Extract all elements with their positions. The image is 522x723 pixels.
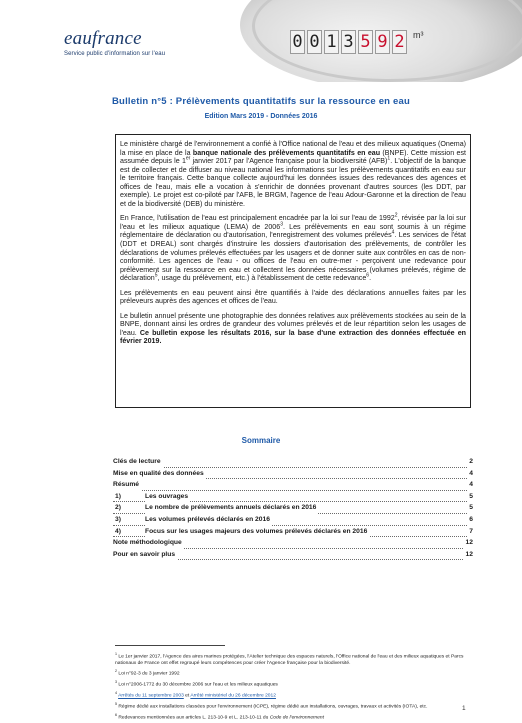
footnote-marker: 2 (115, 669, 117, 674)
toc-entry-page: 12 (464, 537, 473, 549)
footnote-ref: 4 (391, 230, 395, 237)
meter-counter (290, 30, 424, 54)
intro-paragraph-4 (120, 312, 466, 346)
meter-digit: 3 (341, 30, 356, 54)
meter-unit: m³ (413, 30, 424, 40)
footnote-text: et (183, 693, 191, 699)
bulletin-title-text: Bulletin n°5 : Prélèvements quantitatifs sur la ressource en eau (112, 96, 410, 107)
toc-entry-page: 6 (467, 514, 473, 526)
logo-subtitle: Service public d'information sur l'eau (64, 51, 166, 57)
footnote-text: Loi n°92-3 du 3 janvier 1992 (118, 671, 180, 677)
toc-entry[interactable] (113, 479, 473, 491)
toc-entry-page: 4 (467, 468, 473, 480)
toc-entry[interactable] (113, 537, 473, 549)
meter-digit: 2 (392, 30, 407, 54)
arretes-2003-link[interactable]: Arrêtés du 11 septembre 2003 (118, 693, 184, 699)
toc-entry-label: Mise en qualité des données (113, 468, 206, 480)
footnote-text: Régime dédié aux installations classées pour l'environnement (ICPE), régime dédié aux installations, ouvrages, travaux et activités (IOTA), etc. (118, 704, 428, 710)
meter-digit: 9 (375, 30, 390, 54)
text-run: . Les prélèvements en eau sont soumis à un régime réglementaire de déclaration ou d'autorisation, l'enregistrement des volumes prélevés (120, 222, 466, 240)
toc-entry-label: Résumé (113, 479, 141, 491)
footnote-3 (115, 679, 473, 689)
toc-entry-label: Clés de lecture (113, 456, 163, 468)
footnote-5 (115, 701, 473, 711)
footnote-1 (115, 651, 473, 667)
bulletin-edition (0, 113, 522, 120)
sommaire-title-text: Sommaire (241, 436, 281, 445)
text-run: Le ministère chargé de l'environnement a confié à l'Office national de l'eau et des milieux aquatiques (Onema) la mise en place de la (120, 140, 466, 157)
text-run: . L'objectif de la banque est de collecter et de diffuser au niveau national les informations sur les prélèvements quantitatifs en eau sur le territoire français. Cette banque collecte aujourd'hui les données issues des redevances des agences et offices de l'eau, mais elle a vocation à s'enrichir de données provenant d'autres sources (les DDT, par exemple). Le projet est co-piloté par l'AFB, le BRGM, l'agence de l'eau Adour-Garonne et la direction de l'eau et de la biodiversité (DEB) du ministère. (120, 157, 467, 208)
footnote-6 (115, 712, 473, 722)
text-run: (BNPE). Cette mission est assumée depuis le 1 (120, 148, 466, 166)
text-run: . Les services de l'état (DDT et DREAL) sont chargés d'instruire les dossiers d'autorisation des prélèvements, de contrôler les déclarations de volumes prélevés effectuées par les usagers et de donner suite aux contrôles en cas de non-conformité. Les agences de l'eau - ou offices de l'eau en outre-mer - perçoivent une redevance pour prélèvement sur la ressource en eau et collectent les données nécessaires (volumes prélevés, régime de déclaration (120, 231, 466, 283)
toc-entry-number: 1) (115, 492, 121, 500)
toc-entry-page: 5 (467, 502, 473, 514)
footnote-ref: 2 (394, 213, 398, 220)
page-number: 1 (462, 705, 466, 712)
footnote-ref: 3 (280, 221, 283, 228)
toc-entry[interactable] (113, 526, 473, 538)
eaufrance-logo (64, 28, 165, 57)
toc-entry-label: Pour en savoir plus (113, 549, 177, 561)
text-run: , usage du prélèvement, etc.) à l'établissement de cette redevance (157, 274, 367, 283)
toc-entry-page: 2 (467, 456, 473, 468)
footnote-marker: 5 (115, 702, 117, 707)
intro-paragraph-3: Les prélèvements en eau peuvent ainsi être quantifiés à l'aide des déclarations annuelles faites par les préleveurs auprès des agences et offices de l'eau. (120, 288, 466, 306)
toc-entry-page: 12 (464, 549, 473, 561)
meter-digit: 5 (358, 30, 373, 54)
toc-entry-label: Note méthodologique (113, 537, 184, 549)
intro-paragraph-2 (120, 214, 466, 282)
footnote-divider (115, 645, 225, 646)
logo-wordmark: eaufrance (64, 28, 142, 49)
text-run: , révisée par la loi sur l'eau et les milieux aquatique (LEMA) de 2006 (120, 214, 466, 231)
toc-entry-label: Les volumes prélevés déclarés en 2016 (145, 514, 272, 526)
footnote-marker: 6 (115, 713, 117, 718)
toc-entry-label: Le nombre de prélèvements annuels déclarés en 2016 (145, 502, 318, 514)
toc-entry-label: Focus sur les usages majeurs des volumes prélevés déclarés en 2016 (145, 526, 369, 538)
meter-digit: 0 (307, 30, 322, 54)
footnote-text: Loi n°2006-1772 du 30 décembre 2006 sur l'eau et les milieux aquatiques (118, 682, 278, 688)
text-run: janvier 2017 par l'Agence française pour la biodiversité (AFB) (190, 157, 388, 166)
toc-entry[interactable] (113, 502, 473, 514)
footnote-marker: 3 (115, 680, 117, 685)
toc-entry[interactable] (113, 514, 473, 526)
superscript: er (185, 155, 191, 162)
footnote-marker: 4 (115, 691, 117, 696)
footnote-marker: 1 (115, 652, 117, 656)
arrete-2012-link[interactable]: Arrêté ministériel du 26 décembre 2012 (190, 693, 276, 699)
footnote-text: Redevances mentionnées aux articles L. 213-10-9 et L. 213-10-11 du (118, 715, 270, 721)
toc-entry-page: 7 (467, 526, 473, 538)
toc-entry-label: Les ouvrages (145, 491, 190, 503)
footnote-4 (115, 690, 473, 700)
intro-paragraph-1 (120, 140, 466, 208)
header-banner (0, 0, 522, 82)
toc-entry-page: 4 (467, 479, 473, 491)
bold-run: Ce bulletin expose les résultats 2016, sur la base d'une extraction des données effectuée en février 2019. (120, 328, 466, 346)
footnotes (115, 651, 473, 723)
sommaire-title (0, 436, 522, 445)
footnote-ref: 1 (387, 155, 391, 162)
toc-entry-number: 4) (115, 527, 121, 535)
text-run: En France, l'utilisation de l'eau est principalement encadrée par la loi sur l'eau de 1992 (120, 214, 395, 223)
text-run: Le bulletin annuel présente une photographie des données relatives aux prélèvements stockées au sein de la BNPE, donnant ainsi les ordres de grandeur des volumes prélevés et de leur répartition selon les usages de l'eau. (120, 311, 466, 337)
table-of-contents (113, 456, 473, 560)
meter-digit: 0 (290, 30, 305, 54)
footnote-italic: Code de l'environnement (269, 715, 324, 721)
footnote-ref: 6 (366, 272, 370, 279)
toc-entry[interactable] (113, 456, 473, 468)
bold-run: banque nationale des prélèvements quantitatifs en eau (192, 148, 381, 157)
footnote-2 (115, 668, 473, 678)
text-run: . (369, 274, 372, 283)
meter-digit: 1 (324, 30, 339, 54)
footnote-text: Le 1er janvier 2017, l'Agence des aires marines protégées, l'Atelier technique des espaces naturels, l'Office national de l'eau et des milieux aquatiques et Parcs nationaux de France ont effet regroupé leurs compétences pour créer l'Agence française pour la biodiversité. (115, 654, 464, 666)
footnote-ref: 5 (154, 272, 158, 279)
bulletin-title (0, 96, 522, 107)
toc-entry[interactable] (113, 468, 473, 480)
toc-entry-page: 5 (467, 491, 473, 503)
toc-entry[interactable] (113, 549, 473, 561)
toc-entry[interactable] (113, 491, 473, 503)
intro-box (115, 134, 471, 408)
bulletin-edition-text: Edition Mars 2019 - Données 2016 (204, 113, 318, 120)
toc-entry-number: 3) (115, 515, 121, 523)
toc-entry-number: 2) (115, 504, 121, 512)
